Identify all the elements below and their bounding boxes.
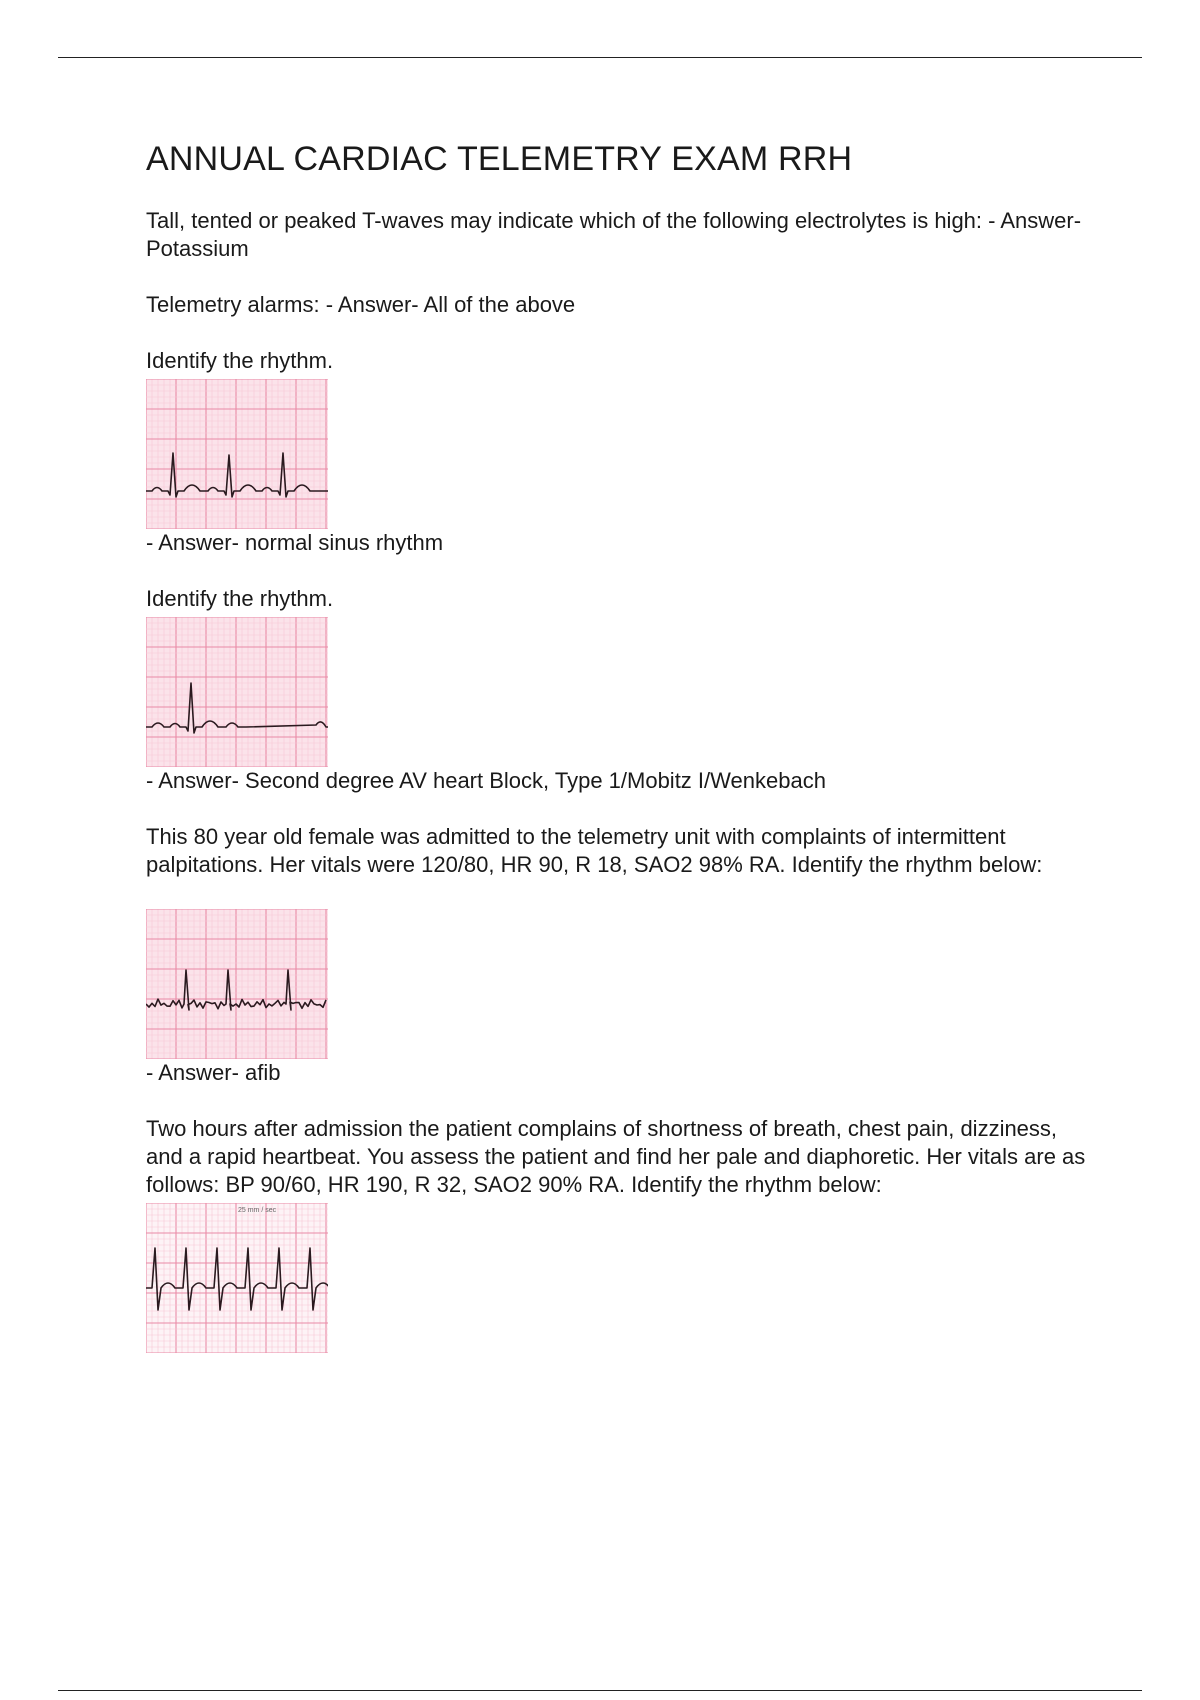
ecg-paper [146,617,328,767]
ecg-strip-svt [146,1203,1086,1353]
question-2 [146,291,1086,319]
question-text: Telemetry alarms: - Answer- All of the above [146,292,576,317]
ecg-strip-wenckebach [146,617,1086,767]
question-text: Identify the rhythm. [146,348,334,373]
ecg-graph [146,909,328,1059]
question-text: This 80 year old female was admitted to the telemetry unit with complaints of intermittent palpitations. Her vitals were 120/80, HR 90, R 18, SAO2 98% RA. Identify the rhythm below: [146,824,1043,877]
question-3 [146,347,1086,557]
strip-speed-label: 25 mm / sec [238,1207,277,1214]
question-1 [146,207,1086,263]
page-title: ANNUAL CARDIAC TELEMETRY EXAM RRH [146,140,853,178]
ecg-strip-afib [146,909,1086,1059]
question-4 [146,585,1086,795]
question-5 [146,823,1086,1087]
top-rule [58,57,1142,58]
bottom-rule [58,1690,1142,1691]
question-text: Identify the rhythm. [146,586,334,611]
ecg-strip-normal-sinus [146,379,1086,529]
ecg-graph [146,1203,328,1353]
question-text: Two hours after admission the patient complains of shortness of breath, chest pain, dizziness, and a rapid heartbeat. You assess the patient and find her pale and diaphoretic. Her vitals are as follows: BP 90/60, HR 190, R 32, SAO2 90% RA. Identify the rhythm below: [146,1116,1086,1197]
answer-text: - Answer- normal sinus rhythm [146,530,444,555]
ecg-paper [146,909,328,1059]
answer-text: - Answer- afib [146,1060,281,1085]
ecg-paper [146,1203,328,1353]
question-text: Tall, tented or peaked T-waves may indicate which of the following electrolytes is high: - Answer- Potassium [146,208,1082,261]
ecg-graph [146,379,328,529]
question-6 [146,1115,1086,1353]
answer-text: - Answer- Second degree AV heart Block, Type 1/Mobitz I/Wenkebach [146,768,826,793]
document-body [146,140,1086,1381]
ecg-graph [146,617,328,767]
